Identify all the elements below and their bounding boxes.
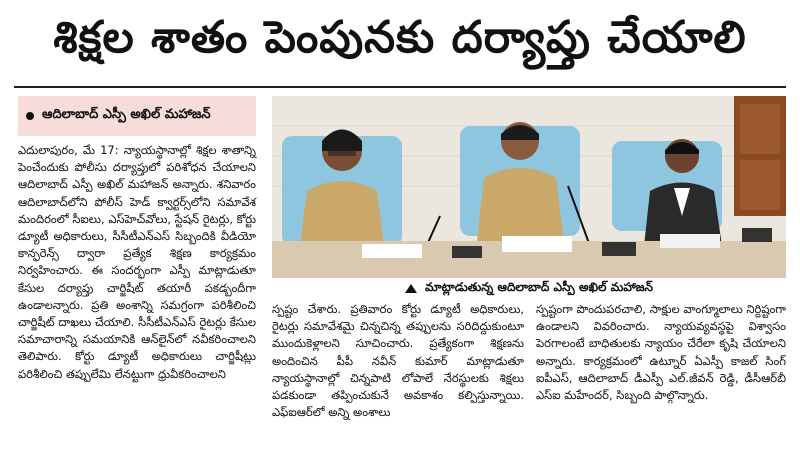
article-column-2: స్పష్టం చేశారు. ప్రతివారం కోర్టు డ్యూటీ అధికారులు, రైటర్లు సమావేశమై చిన్నచిన్న తప్పులను సరిదిద్దుకుంటూ ముందుకెళ్లాలని సూచించారు. ప్రత్యేకంగా శిక్షణను అందించిన పీపీ నవీన్‌ కుమార్‌ మాట్లాడుతూ న్యాయస్థానాల్లో చిన్నపాటి లోపాలే నేరస్థులకు శిక్షలు పడకుండా తప్పించుకునే అవకాశం కల్పిస్తున్నాయి. ఎఫ్‌ఐఆర్‌లో అన్ని అంశాలు [272,302,524,420]
caption-triangle-icon [405,284,417,293]
bullet-icon [26,112,34,120]
headline: శిక్షల శాతం పెంపునకు దర్యాప్తు చేయాలి [53,12,747,63]
photo-caption [272,278,786,298]
headline-rule [14,86,786,88]
news-photo [272,96,786,278]
byline-text: ఆదిలాబాద్‌ ఎస్పీ అఖిల్‌ మహాజన్‌ [42,107,211,122]
article-column-3: స్పష్టంగా పొందుపరచాలి, సాక్షుల వాంగ్మూలాలు నిర్దిష్టంగా ఉండాలని వివరించారు. న్యాయవ్యవస్థపై విశ్వాసం పెరగాలంటే బాధితులకు న్యాయం చేరేలా కృషి చేయాలని అన్నారు. కార్యక్రమంలో ఉట్నూర్‌ ఏఎస్పీ కాజల్‌ సింగ్‌ ఐపీఎస్‌, ఆదిలాబాద్‌ డీఎస్పీ ఎల్‌.జీవన్‌ రెడ్డి, డీసీఆర్‌బీ ఎస్‌ఐ మహేందర్‌, సిబ్బంది పాల్గొన్నారు. [536,302,786,403]
article-column-1: ఎదులాపురం, మే 17: న్యాయస్థానాల్లో శిక్షల శాతాన్ని పెంచేందుకు పోలీసు దర్యాప్తులో పరిశోధన చేయాలని ఆదిలాబాద్‌ ఎస్పీ అఖిల్‌ మహాజన్‌ అన్నారు. శనివారం ఆదిలాబాద్‌లోని పోలీస్‌ హెడ్‌ క్వార్టర్స్‌లోని సమావేశ మందిరంలో సీఐలు, ఎస్‌హెచ్‌వోలు, స్టేషన్‌ రైటర్లు, కోర్టు డ్యూటీ అధికారులు, సీసీటీఎన్‌ఎస్‌ సిబ్బందికి వీడియో కాన్ఫరెన్స్‌ ద్వారా ప్రత్యేక శిక్షణ కార్యక్రమం నిర్వహించారు. ఈ సందర్భంగా ఎస్పీ మాట్లాడుతూ కేసుల దర్యాప్తు చార్జిషీట్‌ తయారీ పకడ్బందీగా ఉండాలన్నారు. ప్రతి అంశాన్ని సమగ్రంగా పరిశీలించి చార్జిషీట్‌ దాఖలు చేయాలి. సీసీటీఎన్‌ఎస్‌ రైటర్లు కేసుల సమాచారాన్ని సమయానికి ఆన్‌లైన్‌లో నవీకరించాలని తెలిపారు. కోర్టు డ్యూటీ అధికారులు చార్జిషీట్లు పరిశీలించి తప్పులేమి లేనట్టుగా ధ్రువీకరించాలని [18,143,256,381]
photo-caption-text: మాట్లాడుతున్న ఆదిలాబాద్‌ ఎస్పీ అఖిల్‌ మహాజన్‌ [425,279,653,294]
photo-illustration [272,96,786,278]
byline-box [18,96,256,136]
